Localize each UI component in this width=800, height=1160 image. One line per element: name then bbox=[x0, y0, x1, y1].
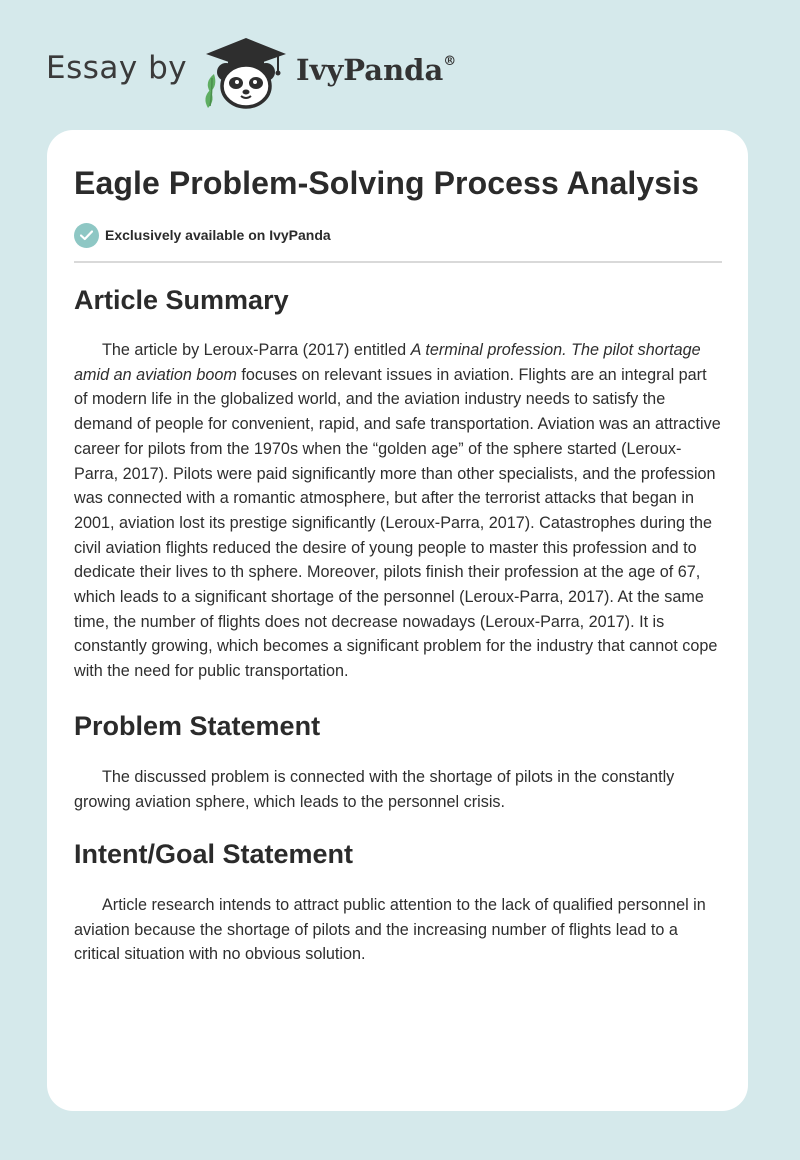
exclusive-badge bbox=[74, 222, 331, 248]
section-problem-statement bbox=[74, 711, 722, 814]
section-heading: Problem Statement bbox=[74, 711, 321, 741]
article-title-italic: A terminal profession. The pilot shortage amid an aviation boom bbox=[74, 341, 701, 384]
brand-name-text[interactable]: IvyPanda bbox=[296, 53, 444, 87]
section-intent-goal-statement bbox=[74, 839, 722, 967]
brand-prefix: Essay by bbox=[46, 50, 188, 86]
exclusive-label: Exclusively available on IvyPanda bbox=[105, 227, 331, 243]
section-article-summary bbox=[74, 285, 722, 684]
paragraph-text-start: The article by Leroux-Parra (2017) entitled bbox=[102, 341, 411, 359]
section-heading: Article Summary bbox=[74, 285, 289, 315]
site-header bbox=[46, 30, 506, 110]
paragraph-text-rest: focuses on relevant issues in aviation. Flights are an integral part of modern life in the globalized world, and the aviation industry needs to satisfy the demand of people for convenient, rapid, and safe transportation. Aviation was an attractive career for pilots from the 1970s when the “golden age” of the sphere started (Leroux-Parra, 2017). Pilots were paid significantly more than other specialists, and the profession was connected with a romantic atmosphere, but after the terrorist attacks that began in 2001, aviation lost its prestige significantly (Leroux-Parra, 2017). Catastrophes during the civil aviation flights reduced the desire of young people to master this profession and to dedicate their lives to th sphere. Moreover, pilots finish their profession at the age of 67, which leads to a significant shortage of the personnel (Leroux-Parra, 2017). At the same time, the number of flights does not decrease nowadays (Leroux-Parra, 2017). It is constantly growing, which becomes a significant problem for the industry that cannot cope with the need for public transportation. bbox=[74, 365, 721, 681]
essay-card bbox=[47, 130, 748, 1111]
panda-graduate-icon[interactable] bbox=[200, 34, 292, 110]
section-paragraph bbox=[74, 338, 722, 684]
section-paragraph: The discussed problem is connected with the shortage of pilots in the constantly growing aviation sphere, which leads to the personnel crisis. bbox=[74, 768, 675, 811]
section-heading: Intent/Goal Statement bbox=[74, 839, 354, 869]
title-divider bbox=[74, 261, 722, 263]
essay-title: Eagle Problem-Solving Process Analysis bbox=[74, 165, 700, 201]
registered-mark: ® bbox=[443, 54, 457, 70]
section-paragraph: Article research intends to attract public attention to the lack of qualified personnel in aviation because the shortage of pilots and the increasing number of flights lead to a critical situation with no obvious solution. bbox=[74, 896, 706, 964]
brand-name[interactable] bbox=[296, 53, 456, 87]
check-circle-icon bbox=[74, 223, 99, 248]
